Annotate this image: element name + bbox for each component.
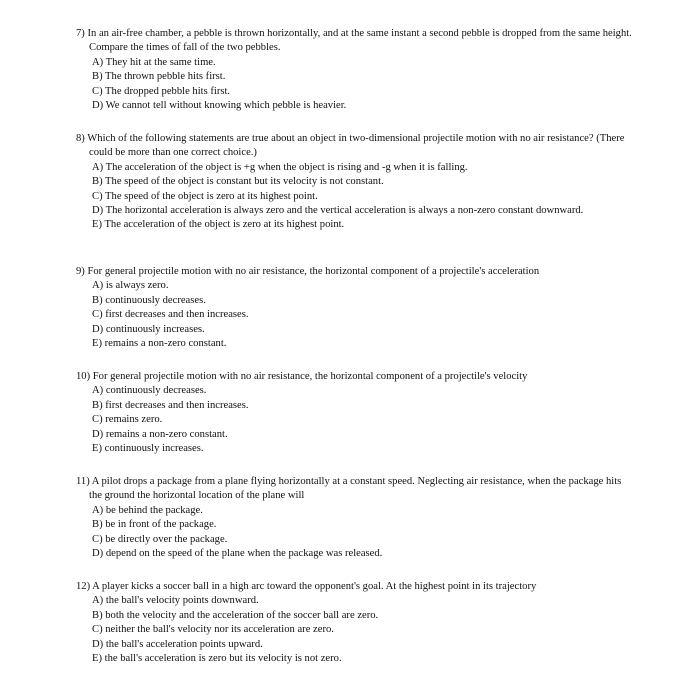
question-stem: 9) For general projectile motion with no air resistance, the horizontal component of a projectile's acceleration (76, 266, 540, 277)
question-stem: 10) For general projectile motion with no air resistance, the horizontal component of a projectile's velocity (76, 371, 528, 382)
answer-choice: B) The speed of the object is constant but its velocity is not constant. (92, 176, 384, 188)
question-stem: 7) In an air-free chamber, a pebble is thrown horizontally, and at the same instant a second pebble is dropped from the same height. Compare the times of fall of the two pebbles. (76, 28, 632, 54)
answer-choice: A) They hit at the same time. (92, 56, 216, 68)
question-stem: 8) Which of the following statements are true about an object in two-dimensional projectile motion with no air resistance? (There could be more than one correct choice.) (76, 133, 625, 159)
answer-choice: E) remains a non-zero constant. (92, 338, 227, 350)
answer-choice: A) continuously decreases. (92, 385, 207, 397)
question-12 (76, 580, 636, 666)
answer-choice: B) continuously decreases. (92, 294, 206, 306)
answer-choice: B) The thrown pebble hits first. (92, 71, 226, 83)
answer-choice: D) continuously increases. (92, 323, 205, 335)
answer-choice: B) first decreases and then increases. (92, 399, 249, 411)
answer-choice: E) The acceleration of the object is zero at its highest point. (92, 219, 345, 231)
answer-choice: D) remains a non-zero constant. (92, 428, 228, 440)
answer-choice: D) the ball's acceleration points upward. (92, 638, 263, 650)
answer-choice: C) be directly over the package. (92, 533, 228, 545)
answer-choice: B) both the velocity and the acceleration of the soccer ball are zero. (92, 609, 379, 621)
question-8 (76, 132, 636, 233)
question-stem: 11) A pilot drops a package from a plane flying horizontally at a constant speed. Neglecting air resistance, when the package hits the ground the horizontal location of the plane will (76, 476, 622, 502)
question-stem: 12) A player kicks a soccer ball in a high arc toward the opponent's goal. At the highest point in its trajectory (76, 581, 537, 592)
question-7 (76, 27, 636, 113)
answer-choice: C) first decreases and then increases. (92, 309, 249, 321)
answer-choice: C) remains zero. (92, 414, 163, 426)
answer-choice: C) neither the ball's velocity nor its acceleration are zero. (92, 624, 334, 636)
answer-choice: D) The horizontal acceleration is always zero and the vertical acceleration is always a non-zero constant downward. (92, 205, 584, 217)
answer-choice: A) be behind the package. (92, 504, 203, 516)
answer-choice: B) be in front of the package. (92, 519, 217, 531)
answer-choice: A) The acceleration of the object is +g when the object is rising and -g when it is falling. (92, 161, 468, 173)
answer-choice: C) The dropped pebble hits first. (92, 85, 231, 97)
answer-choice: E) the ball's acceleration is zero but its velocity is not zero. (92, 653, 342, 665)
answer-choice: A) is always zero. (92, 280, 169, 292)
question-10 (76, 370, 636, 456)
answer-choice: C) The speed of the object is zero at its highest point. (92, 190, 318, 202)
answer-choice: A) the ball's velocity points downward. (92, 595, 259, 607)
answer-choice: D) depend on the speed of the plane when the package was released. (92, 548, 383, 560)
question-11 (76, 475, 636, 561)
answer-choice: D) We cannot tell without knowing which pebble is heavier. (92, 100, 347, 112)
answer-choice: E) continuously increases. (92, 443, 204, 455)
question-9 (76, 265, 636, 351)
